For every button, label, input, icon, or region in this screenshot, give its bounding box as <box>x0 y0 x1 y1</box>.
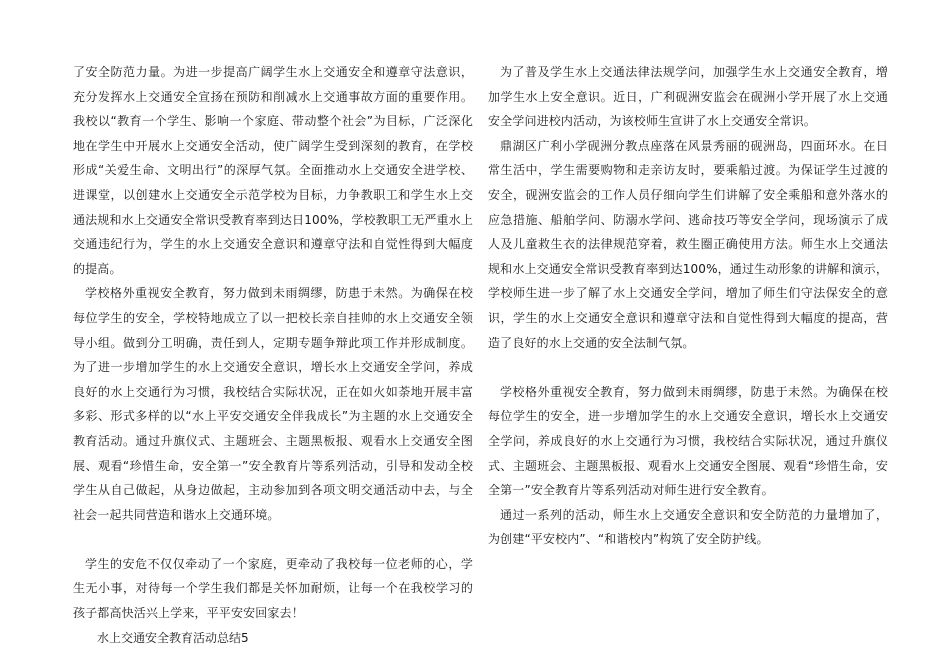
paragraph-gap <box>73 527 473 552</box>
left-paragraph-1: 了安全防范力量。为进一步提高广阔学生水上交通安全和遵章守法意识，充分发挥水上交通安全宣扬在预防和削减水上交通事故方面的重要作用。我校以“教育一个学生、影响一个家庭、带动整个社会”为目标，广泛深化地在学生中开展水上交通安全活动，使广阔学生受到深刻的教育，在学校形成“关爱生命、文明出行”的深厚气氛。全面推动水上交通安全进学校、进课堂，以创建水上交通安全示范学校为目标，力争教职工和学生水上交通法规和水上交通安全常识受教育率到达日100%，学校教职工无严重水上交通违纪行为，学生的水上交通安全意识和遵章守法和自觉性得到大幅度的提高。 <box>73 65 473 276</box>
left-column <box>73 60 473 650</box>
right-paragraph-1: 为了普及学生水上交通法律法规学问，加强学生水上交通安全教育，增加学生水上安全意识。近日，广利砚洲安监会在砚洲小学开展了水上交通安全学问进校内活动，为该校师生宣讲了水上交通安全常识。 <box>488 65 888 129</box>
left-paragraph-3: 学生的安危不仅仅牵动了一个家庭，更牵动了我校每一位老师的心，学生无小事，对待每一个学生我们都是关怀加耐烦，让每一个在我校学习的孩子都高快活兴上学来，平平安安回家去！ <box>73 556 473 621</box>
section-heading: 水上交通安全教育活动总结5 <box>97 630 249 645</box>
right-paragraph-4: 通过一系列的活动，师生水上交通安全意识和安全防范的力量增加了，为创建“平安校内”、“和谐校内”构筑了安全防护线。 <box>488 507 888 547</box>
right-column <box>488 60 888 552</box>
right-paragraph-2: 鼎湖区广利小学砚洲分教点座落在风景秀丽的砚洲岛，四面环水。在日常生活中，学生需要购物和走亲访友时，要乘船过渡。为保证学生过渡的安全，砚洲安监会的工作人员仔细向学生们讲解了安全乘船和意外落水的应急措施、船舶学问、防溺水学问、逃命技巧等安全学问，现场演示了成人及儿童救生衣的法律规范穿着，救生圈正确使用方法。师生水上交通法规和水上交通安全常识受教育率到达100%，通过生动形象的讲解和演示，学校师生进一步了解了水上交通安全学问，增加了师生们守法保安全的意识，学生的水上交通安全意识和遵章守法和自觉性得到大幅度的提高，营造了良好的水上交通的安全法制气氛。 <box>488 138 888 350</box>
right-paragraph-3: 学校格外重视安全教育，努力做到未雨绸缪，防患于未然。为确保在校每位学生的安全，进一步增加学生的水上交通安全意识，增长水上交通安全学问，养成良好的水上交通行为习惯，我校结合实际状况，通过升旗仪式、主题班会、主题黑板报、观看水上交通安全图展、观看“珍惜生命，安全第一”安全教育片等系列活动对师生进行安全教育。 <box>488 384 888 498</box>
left-paragraph-2: 学校格外重视安全教育，努力做到未雨绸缪，防患于未然。为确保在校每位学生的安全，学校特地成立了以一把校长亲自挂帅的水上交通安全领导小组。做到分工明确，责任到人，定期专题争辩此项工作并形成制度。为了进一步增加学生的水上交通安全意识，增长水上交通安全学问，养成良好的水上交通行为习惯，我校结合实际状况，正在如火如荼地开展丰富多彩、形式多样的以“水上平安交通安全伴我成长”为主题的水上交通安全教育活动。通过升旗仪式、主题班会、主题黑板报、观看水上交通安全图展、观看“珍惜生命，安全第一”安全教育片等系列活动，引导和发动全校学生从自己做起，从身边做起，主动参加到各项文明交通活动中去，与全社会一起共同营造和谐水上交通环境。 <box>73 286 473 522</box>
paragraph-gap <box>488 355 888 380</box>
